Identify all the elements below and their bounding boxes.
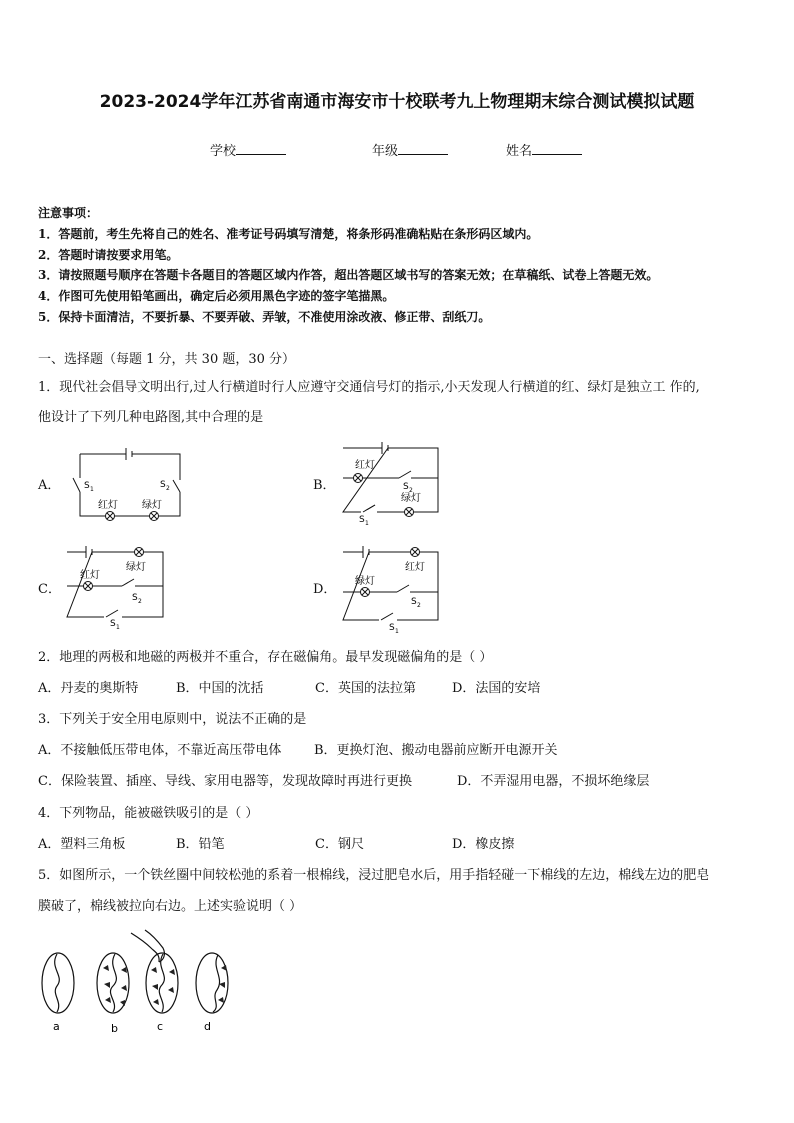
q2-option-d: D．法国的安培 xyxy=(452,681,541,696)
q4-option-c: C．钢尺 xyxy=(315,837,364,852)
soap-film-figure xyxy=(35,928,235,1038)
q4-stem: 4．下列物品，能被磁铁吸引的是（ ） xyxy=(38,806,259,821)
switch-subscript: 1 xyxy=(116,624,120,630)
q1-stem-line1: 1．现代社会倡导文明出行,过人行横道时行人应遵守交通信号灯的指示,小天发现人行横道的红、绿灯是独立工 作的, xyxy=(38,380,700,395)
q1-option-b-label: B． xyxy=(313,478,336,493)
switch-subscript: 1 xyxy=(90,486,94,493)
lamp-label: 红灯 xyxy=(405,562,425,573)
grade-blank xyxy=(398,142,448,155)
name-label: 姓名 xyxy=(506,144,533,159)
exam-title: 2023-2024学年江苏省南通市海安市十校联考九上物理期末综合测试模拟试题 xyxy=(99,92,695,112)
q4-option-d: D．橡皮擦 xyxy=(452,837,515,852)
q4-option-b: B．铅笔 xyxy=(176,837,225,852)
switch-label: S xyxy=(411,597,417,607)
circuit-diagram-a xyxy=(60,440,195,525)
grade-field xyxy=(372,140,448,159)
figure-label-b: b xyxy=(111,1022,118,1035)
q2-stem: 2．地理的两极和地磁的两极并不重合，存在磁偏角。最早发现磁偏角的是（ ） xyxy=(38,650,493,665)
notice-item-1: 1．答题前，考生先将自己的姓名、准考证号码填写清楚，将条形码准确粘贴在条形码区域内。 xyxy=(38,227,539,241)
q3-option-d: D．不弄湿用电器，不损坏绝缘层 xyxy=(457,774,650,789)
q5-stem-line1: 5．如图所示，一个铁丝圈中间较松弛的系着一根棉线，浸过肥皂水后，用手指轻碰一下棉线的左边，棉线左边的肥皂 xyxy=(38,868,710,883)
lamp-label: 红灯 xyxy=(80,570,100,581)
grade-label: 年级 xyxy=(372,144,399,159)
figure-label-d: d xyxy=(204,1020,211,1033)
figure-label-c: c xyxy=(157,1020,164,1033)
q3-stem: 3．下列关于安全用电原则中，说法不正确的是 xyxy=(38,712,307,727)
circuit-diagram-d xyxy=(335,542,445,634)
name-blank xyxy=(532,142,582,155)
school-label: 学校 xyxy=(210,144,237,159)
circuit-diagram-b xyxy=(335,440,445,525)
q2-option-a: A．丹麦的奥斯特 xyxy=(38,681,139,696)
circuit-diagram-c xyxy=(60,542,170,630)
q2-option-c: C．英国的法拉第 xyxy=(315,681,416,696)
lamp-label: 绿灯 xyxy=(355,576,375,587)
q4-option-a: A．塑料三角板 xyxy=(38,837,126,852)
switch-label: S xyxy=(84,481,90,491)
lamp-label: 绿灯 xyxy=(126,562,146,573)
lamp-label: 绿灯 xyxy=(401,493,421,504)
q1-stem-line2: 他设计了下列几种电路图,其中合理的是 xyxy=(38,410,264,425)
switch-label: S xyxy=(389,623,395,633)
q2-option-b: B．中国的沈括 xyxy=(176,681,264,696)
switch-label: S xyxy=(132,593,138,603)
notice-item-4: 4．作图可先使用铅笔画出，确定后必须用黑色字迹的签字笔描黑。 xyxy=(38,289,395,303)
q1-option-d-label: D． xyxy=(313,582,337,597)
q1-option-c-label: C． xyxy=(38,582,61,597)
switch-subscript: 2 xyxy=(409,487,413,494)
switch-label: S xyxy=(110,619,116,629)
switch-subscript: 2 xyxy=(166,485,170,492)
q3-option-a: A．不接触低压带电体，不靠近高压带电体 xyxy=(38,743,282,758)
notice-item-5: 5．保持卡面清洁，不要折暴、不要弄破、弄皱，不准使用涂改液、修正带、刮纸刀。 xyxy=(38,310,491,324)
switch-label: S xyxy=(403,482,409,492)
switch-subscript: 1 xyxy=(395,628,399,634)
school-blank xyxy=(236,142,286,155)
switch-subscript: 2 xyxy=(417,602,421,609)
notice-item-2: 2．答题时请按要求用笔。 xyxy=(38,248,179,262)
notice-heading: 注意事项： xyxy=(38,206,99,220)
q5-stem-line2: 膜破了，棉线被拉向右边。上述实验说明（ ） xyxy=(38,899,303,914)
switch-subscript: 1 xyxy=(365,520,369,525)
school-field xyxy=(210,140,286,159)
lamp-label: 绿灯 xyxy=(142,500,162,511)
q3-option-c: C．保险装置、插座、导线、家用电器等，发现故障时再进行更换 xyxy=(38,774,412,789)
lamp-label: 红灯 xyxy=(98,500,118,511)
figure-label-a: a xyxy=(53,1020,60,1033)
notice-item-3: 3．请按照题号顺序在答题卡各题目的答题区域内作答，超出答题区域书写的答案无效；在草稿纸、试卷上答题无效。 xyxy=(38,268,659,282)
lamp-label: 红灯 xyxy=(355,460,375,471)
switch-subscript: 2 xyxy=(138,598,142,605)
name-field xyxy=(506,140,582,159)
section-title: 一、选择题（每题 1 分，共 30 题，30 分） xyxy=(38,352,296,367)
q1-option-a-label: A． xyxy=(38,478,61,493)
switch-label: S xyxy=(160,480,166,490)
q3-option-b: B．更换灯泡、搬动电器前应断开电源开关 xyxy=(314,743,558,758)
switch-label: S xyxy=(359,515,365,525)
